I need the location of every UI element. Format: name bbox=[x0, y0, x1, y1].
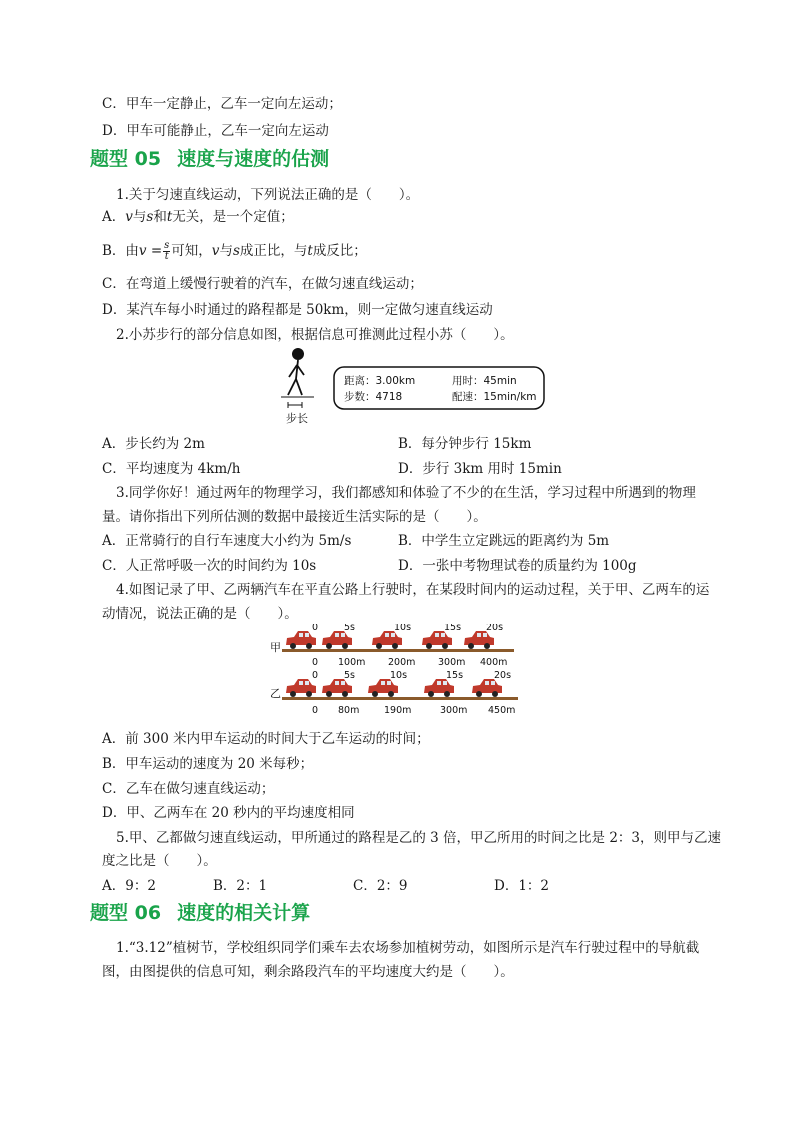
car-a-car-wheel bbox=[342, 643, 348, 649]
car-b-position-label: 300m bbox=[440, 705, 468, 716]
car-b-position-label: 0 bbox=[312, 705, 319, 716]
car-a-car-wheel bbox=[306, 643, 312, 649]
q5-stem-line1: 5.甲、乙都做匀速直线运动，甲所通过的路程是乙的 3 倍，甲乙所用的时间之比是 2：3，则甲与乙速 bbox=[116, 830, 722, 846]
car-b-car-window bbox=[299, 681, 303, 685]
q2-walking-figure bbox=[276, 345, 548, 427]
car-b-time-label: 10s bbox=[390, 670, 408, 681]
car-a-car-wheel bbox=[426, 643, 432, 649]
car-b-car-wheel bbox=[428, 691, 434, 697]
section-05-heading bbox=[90, 146, 329, 172]
q2-option-c: C．平均速度为 4km/h bbox=[102, 461, 241, 477]
q1-b-text-d: 成反比； bbox=[312, 243, 367, 259]
car-b-position-label: 190m bbox=[384, 705, 412, 716]
car-b-car-icon bbox=[286, 679, 316, 697]
section-06-heading bbox=[90, 900, 310, 926]
road-b bbox=[282, 697, 518, 700]
q5-option-a: A．9：2 bbox=[102, 878, 156, 894]
q1-a-mid1: 与 bbox=[132, 209, 147, 225]
q4-car-motion-figure bbox=[266, 624, 526, 724]
section-05-title: 速度与速度的估测 bbox=[177, 148, 330, 170]
car-b-car-wheel bbox=[342, 691, 348, 697]
q4-option-a: A．前 300 米内甲车运动的时间大于乙车运动的时间； bbox=[102, 731, 430, 747]
q1-b-text-c: 成正比，与 bbox=[239, 243, 308, 259]
car-b-car-window bbox=[485, 681, 489, 685]
q1-b-v: v bbox=[211, 243, 220, 259]
q3-stem-line2: 量。请你指出下列所估测的数据中最接近生活实际的是（ ）。 bbox=[102, 509, 487, 525]
q1-b-numerator: s bbox=[164, 240, 170, 251]
car-a-position-label: 100m bbox=[338, 657, 366, 668]
car-a-position-label: 0 bbox=[312, 657, 319, 668]
car-a-time-label: 10s bbox=[394, 624, 412, 633]
car-b-car-wheel bbox=[290, 691, 296, 697]
stride-marker bbox=[288, 402, 302, 408]
q5-option-c: C．2：9 bbox=[353, 878, 408, 894]
q4-stem-line2: 动情况，说法正确的是（ ）。 bbox=[102, 606, 298, 622]
q1-b-text-a: 可知， bbox=[171, 243, 212, 259]
car-a-car-icon bbox=[286, 631, 316, 649]
top-option-d: D．甲车可能静止，乙车一定向左运动 bbox=[102, 123, 329, 139]
car-a-car-wheel bbox=[326, 643, 332, 649]
car-a-car-window bbox=[477, 633, 481, 637]
car-a-time-label: 20s bbox=[486, 624, 504, 633]
q1-b-prefix: B．由 bbox=[102, 243, 139, 259]
car-a-car-window bbox=[483, 633, 487, 637]
car-b-time-label: 15s bbox=[446, 670, 464, 681]
q1-option-b bbox=[102, 241, 367, 262]
car-a-car-icon bbox=[422, 631, 452, 649]
car-b-car-icon bbox=[424, 679, 454, 697]
q5-option-d: D．1：2 bbox=[494, 878, 550, 894]
car-a-time-label: 0 bbox=[312, 624, 319, 633]
car-a-time-label: 15s bbox=[444, 624, 462, 633]
q5-option-b: B．2：1 bbox=[213, 878, 268, 894]
car-a-car-window bbox=[305, 633, 309, 637]
car-b-car-wheel bbox=[492, 691, 498, 697]
car-b-car-icon bbox=[368, 679, 398, 697]
info-distance: 距离：3.00km bbox=[344, 375, 416, 387]
car-a-car-wheel bbox=[484, 643, 490, 649]
road-a bbox=[282, 649, 514, 652]
car-a-car-icon bbox=[372, 631, 402, 649]
car-a-position-label: 200m bbox=[388, 657, 416, 668]
car-b-position-label: 80m bbox=[338, 705, 360, 716]
q5-stem-line2: 度之比是（ ）。 bbox=[102, 853, 217, 869]
section-06-number: 题型 06 bbox=[90, 902, 162, 924]
car-b-car-wheel bbox=[306, 691, 312, 697]
q2-stem: 2.小苏步行的部分信息如图，根据信息可推测此过程小苏（ ）。 bbox=[116, 327, 514, 343]
car-b-car-window bbox=[381, 681, 385, 685]
q1-a-rest: 无关，是一个定值； bbox=[172, 209, 294, 225]
q1-option-a bbox=[102, 208, 294, 226]
q1-b-text-b: 与 bbox=[219, 243, 233, 259]
q3-stem-line1: 3.同学你好！通过两年的物理学习，我们都感知和体验了不少的在生活，学习过程中所遇到的物理 bbox=[116, 485, 696, 501]
q3-option-a: A．正常骑行的自行车速度大小约为 5m/s bbox=[102, 533, 352, 549]
car-a-car-window bbox=[435, 633, 439, 637]
car-a-time-label: 5s bbox=[344, 624, 355, 633]
car-b-car-wheel bbox=[372, 691, 378, 697]
q3-option-d: D．一张中考物理试卷的质量约为 100g bbox=[398, 558, 637, 574]
car-b-car-window bbox=[335, 681, 339, 685]
car-b-time-label: 20s bbox=[494, 670, 512, 681]
car-a-car-window bbox=[385, 633, 389, 637]
info-time: 用时：45min bbox=[452, 375, 517, 387]
info-steps: 步数：4718 bbox=[344, 391, 403, 403]
car-b-position-label: 450m bbox=[488, 705, 516, 716]
car-b-car-wheel bbox=[444, 691, 450, 697]
car-a-car-wheel bbox=[392, 643, 398, 649]
car-b-car-icon bbox=[322, 679, 352, 697]
q1-a-t: t bbox=[166, 209, 173, 225]
q1-b-t: t bbox=[307, 243, 313, 259]
q1-option-c: C．在弯道上缓慢行驶着的汽车，在做匀速直线运动； bbox=[102, 276, 423, 292]
q1-b-eq: v = bbox=[138, 243, 163, 259]
car-b-car-wheel bbox=[476, 691, 482, 697]
car-b-time-label: 5s bbox=[344, 670, 355, 681]
q1-a-v: v bbox=[125, 209, 133, 225]
car-b-car-window bbox=[437, 681, 441, 685]
car-b-car-window bbox=[443, 681, 447, 685]
car-a-car-window bbox=[441, 633, 445, 637]
car-a-car-wheel bbox=[376, 643, 382, 649]
q1-a-s: s bbox=[146, 209, 154, 225]
car-b-car-window bbox=[491, 681, 495, 685]
q1-a-mid2: 和 bbox=[153, 209, 167, 225]
section-05-number: 题型 05 bbox=[90, 148, 162, 170]
car-a-car-wheel bbox=[290, 643, 296, 649]
car-a-car-wheel bbox=[442, 643, 448, 649]
info-pace: 配速：15min/km bbox=[452, 391, 537, 403]
q2-option-b: B．每分钟步行 15km bbox=[398, 436, 532, 452]
car-b-car-window bbox=[387, 681, 391, 685]
car-a-car-window bbox=[335, 633, 339, 637]
car-b-car-icon bbox=[472, 679, 502, 697]
stride-label: 步长 bbox=[286, 412, 308, 425]
car-b-car-wheel bbox=[326, 691, 332, 697]
q4-option-b: B．甲车运动的速度为 20 米每秒； bbox=[102, 756, 314, 772]
top-option-c: C．甲车一定静止，乙车一定向左运动； bbox=[102, 96, 342, 112]
walker-head-icon bbox=[292, 348, 304, 360]
q4-option-d: D．甲、乙两车在 20 秒内的平均速度相同 bbox=[102, 805, 355, 821]
car-a-car-icon bbox=[464, 631, 494, 649]
car-b-car-window bbox=[341, 681, 345, 685]
car-a-position-label: 300m bbox=[438, 657, 466, 668]
car-a-car-window bbox=[341, 633, 345, 637]
walker-body-icon bbox=[288, 360, 304, 395]
q1-b-denominator: t bbox=[164, 251, 169, 262]
section-06-title: 速度的相关计算 bbox=[177, 902, 311, 924]
q6-stem-line2: 图，由图提供的信息可知，剩余路段汽车的平均速度大约是（ ）。 bbox=[102, 964, 514, 980]
car-a-car-window bbox=[391, 633, 395, 637]
q3-option-b: B．中学生立定跳远的距离约为 5m bbox=[398, 533, 610, 549]
car-a-car-window bbox=[299, 633, 303, 637]
car-a-label: 甲 bbox=[270, 641, 281, 654]
q1-b-fraction bbox=[163, 241, 170, 262]
car-b-label: 乙 bbox=[270, 687, 281, 700]
car-a-car-wheel bbox=[468, 643, 474, 649]
q1-b-s: s bbox=[232, 243, 240, 259]
q1-option-d: D．某汽车每小时通过的路程都是 50km，则一定做匀速直线运动 bbox=[102, 302, 493, 318]
q3-option-c: C．人正常呼吸一次的时间约为 10s bbox=[102, 558, 317, 574]
q4-stem-line1: 4.如图记录了甲、乙两辆汽车在平直公路上行驶时，在某段时间内的运动过程，关于甲、乙两车的运 bbox=[116, 582, 710, 598]
car-b-time-label: 0 bbox=[312, 670, 319, 681]
q2-option-d: D．步行 3km 用时 15min bbox=[398, 461, 562, 477]
q1-a-prefix: A． bbox=[102, 209, 126, 225]
q1-stem: 1.关于匀速直线运动，下列说法正确的是（ ）。 bbox=[116, 187, 420, 203]
car-b-car-wheel bbox=[388, 691, 394, 697]
car-a-car-icon bbox=[322, 631, 352, 649]
car-b-car-window bbox=[305, 681, 309, 685]
car-a-position-label: 400m bbox=[480, 657, 508, 668]
q2-option-a: A．步长约为 2m bbox=[102, 436, 205, 452]
q4-option-c: C．乙车在做匀速直线运动； bbox=[102, 781, 275, 797]
q6-stem-line1: 1.“3.12”植树节，学校组织同学们乘车去农场参加植树劳动，如图所示是汽车行驶过程中的导航截 bbox=[116, 940, 700, 956]
